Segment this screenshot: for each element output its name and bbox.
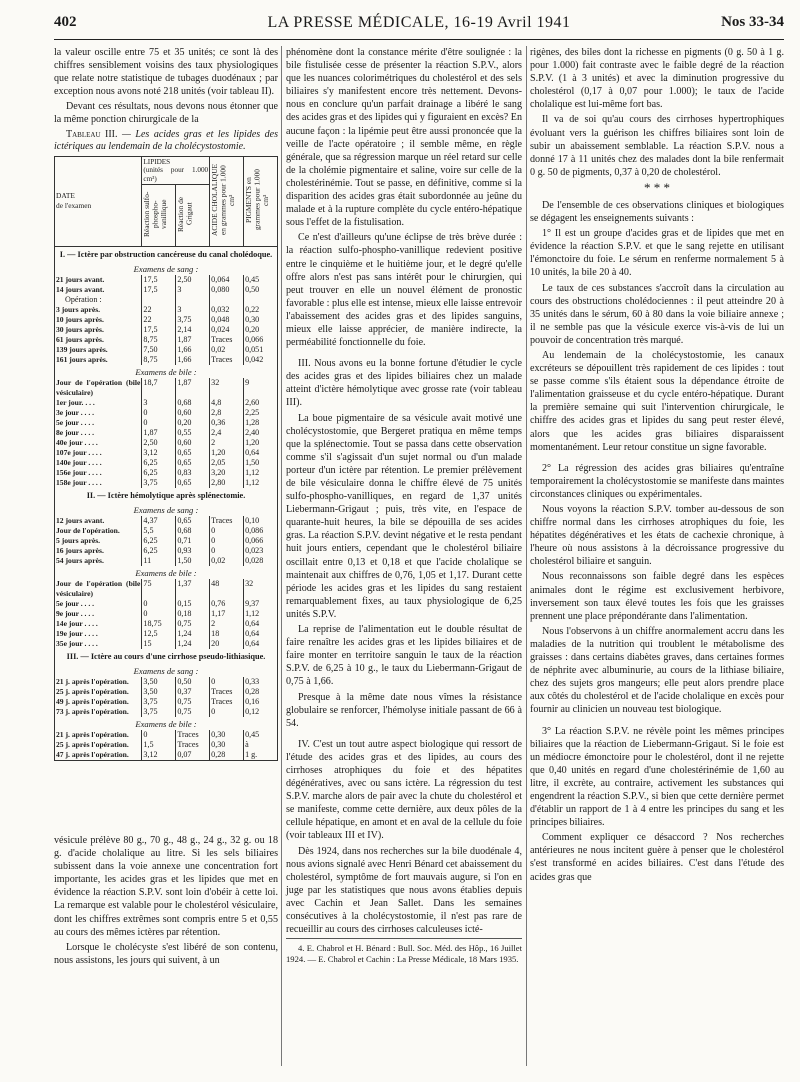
table-cell-value: 0,65: [176, 516, 210, 526]
table-cell-value: Traces: [210, 335, 244, 345]
table-row: [55, 516, 278, 526]
table-cell-value: Traces: [210, 355, 244, 365]
table-cell-date: 25 j. après l'opération.: [55, 740, 142, 750]
table-row: [55, 750, 278, 761]
table-cell-value: 0,75: [176, 707, 210, 717]
paragraph: Presque à la même date nous vîmes la résistance globulaire se renforcer, l'hémolyse initiale passant de 66 à 54.: [286, 691, 522, 729]
table-cell-value: 18,75: [142, 619, 176, 629]
table-cell-value: 0,28: [210, 750, 244, 761]
table-cell-date: 9e jour . . . .: [55, 609, 142, 619]
table-row: [55, 275, 278, 285]
table-cell-value: Traces: [176, 740, 210, 750]
table-cell-value: 0,12: [245, 707, 260, 717]
header-pigments: PIGMENTS en grammes pour 1.000 cm³: [244, 156, 278, 247]
table-row: [55, 639, 278, 649]
table-cell-value: 32: [245, 579, 254, 589]
paragraph: Dès 1924, dans nos recherches sur la bile duodénale 4, nous avions signalé avec Henri Bénard cet abaissement du cholestérol, symptôme de fort mauvais augure, si l'on en juge par les statistiques que nous avons établies depuis avec Cachin et Jean Sallet. Dans les semaines consécutives à la cholécystostomie, il n'est pas rare de recueillir au cours des cirrhoses calculeuses icté-: [286, 845, 523, 936]
table-cell-value: 3: [142, 398, 176, 408]
table-row: [55, 677, 278, 687]
paragraph: La boue pigmentaire de sa vésicule avait motivé une cholécystostomie, que Bergeret pratiqua en même temps que la splénectomie. Tout se passa dans cette observation comme s'il s'agissait d'un sujet normal ou d'un malade porteur d'un ictère par rétention. Le premier prélèvement de bile vésiculaire donna le chiffre élevé de 75 unités sulfo-phospho-vanilliques, en regard de 1,37 unités Liebermann-Grigaut ; puis, très vite, en l'espace de quarante-huit heures, la bile se dépouilla de ses acides gras. La réaction S.P.V. devint négative et le resta pendant huit jours entiers, cependant que le cholestérol biliaire oscillait entre 0,13 et 0,18 et que l'acide cholalique se maintenait aux chiffres de 0,76, 1,05 et 1,17. Durant cette période les acides gras et les lipides du sang restaient remarquablement fixes, au taux physiologique de 6,25 unités S.P.V.: [286, 412, 522, 620]
table-cell-value: 1,87: [142, 428, 176, 438]
table-cell-value: 0,45: [245, 730, 260, 740]
table-caption: [54, 129, 278, 154]
table-section-3: III. — Ictère au cours d'une cirrhose pseudo-lithiasique.: [66, 652, 266, 662]
table-cell-value: 0,028: [245, 556, 264, 566]
table-row: [55, 687, 278, 697]
table-row: [55, 458, 278, 468]
paragraph: Le taux de ces substances s'accroît dans la circulation au cours des obstructions cholédociennes : il peut atteindre 20 à 35 unités dans le sérum, 60 à 80 dans la voie biliaire annexe ; il ne semble pas que la vésicule exerce vis-à-vis de lui un pouvoir de concentration très marqué.: [530, 282, 784, 346]
paragraph: la valeur oscille entre 75 et 35 unités; ce sont là des chiffres sensiblement voisins des taux physiologiques que relate notre statistique de tubages duodénaux ; par exception nous avons noté 218 unités (voir tableau II).: [54, 47, 278, 98]
table-cell-date: 47 j. après l'opération.: [55, 750, 142, 761]
table-row: [55, 629, 278, 639]
paragraph: vésicule prélève 80 g., 70 g., 48 g., 24 g., 32 g. ou 18 g. d'acide cholalique au litre. Si les sels biliaires subissent dans la voie annexe une concentration fort importante, les acides gras et les lipides que met en évidence la réaction S.P.V. sont loin d'obéir à cette loi. La remarque est valable pour le cholestérol vésiculaire, dont les chiffres extrêmes sont compris entre 5 et 0,55 au cours des mêmes ictères par rétention.: [54, 835, 278, 938]
table-row: [55, 609, 278, 619]
table-cell-value: 17,5: [142, 275, 176, 285]
table-cell-value: 0,30: [210, 730, 244, 740]
table-cell-value: 0,080: [210, 285, 244, 295]
table-row: [55, 398, 278, 408]
table-cell-value: 17,5: [142, 325, 176, 335]
table-row: [55, 619, 278, 629]
table-cell-value: 7,50: [142, 345, 176, 355]
table-cell-value: 6,25: [142, 458, 176, 468]
table-cell-value: 6,25: [142, 468, 176, 478]
table-cell-value: 11: [142, 556, 176, 566]
table-cell-value: 0: [142, 408, 176, 418]
header-date: DATE de l'examen: [55, 156, 142, 247]
table-cell-value: 1,12: [245, 468, 260, 478]
table-subhead: Examens de bile :: [135, 568, 197, 579]
table-cell-value: à: [245, 740, 249, 750]
table-iii: [54, 156, 278, 762]
s3-bile: [55, 730, 278, 761]
column-rule-2: [526, 46, 527, 1066]
paragraph: phénomène dont la constance mérite d'être soulignée : la bile fistulisée cesse de présenter la réaction S.P.V., alors que les nuances colorimétriques du cholestérol et des sels biliaires s'y manifestent encore très nettement. Devons-nous en conclure qu'un parfait drainage a libéré le sang des acides gras et des lipides qui y figuraient en excès? En aucune façon : la lipémie peut être aussi prononcée que la veille de l'acte opératoire ; il semble même, en règle générale, que sa régression marque un réel retard sur celle de la cholémie pigmentaire et saline, voire sur celle de la cholestérinémie. Tout se passe, en définitive, comme si la disparition des acides gras était subordonnée au jeûne du malade et à la rupture complète du cycle entéro-hépatique sous l'effet de la fistulisation.: [286, 47, 522, 229]
table-cell-value: 1,5: [142, 740, 176, 750]
table-cell-date: 25 j. après l'opération.: [55, 687, 142, 697]
table-cell-date: Jour de l'opération (bile vésiculaire): [56, 579, 141, 599]
paragraph: De l'ensemble de ces observations cliniques et biologiques se dégagent les enseignements suivants :: [530, 199, 784, 225]
s1-sang-b: [55, 305, 278, 365]
table-cell-value: 0,45: [245, 275, 260, 285]
table-row: [55, 285, 278, 295]
table-cell-date: 73 j. après l'opération.: [55, 707, 142, 717]
table-subhead: Examens de sang :: [133, 505, 199, 516]
table-cell-date: 54 jours après.: [55, 556, 142, 566]
table-cell-value: 1,20: [210, 448, 244, 458]
table-cell-value: Traces: [210, 516, 244, 526]
table-cell-date: 49 j. après l'opération.: [55, 697, 142, 707]
table-cell-date: Jour de l'opération (bile vésiculaire): [56, 378, 141, 398]
table-row: [55, 315, 278, 325]
table-cell-date: 1er jour. . . .: [55, 398, 142, 408]
table-cell-value: 1,87: [176, 378, 210, 398]
table-cell-value: 3,75: [142, 697, 176, 707]
table-cell-date: 158e jour . . . .: [55, 478, 142, 488]
table-cell-value: 0,65: [176, 448, 210, 458]
paragraph: Devant ces résultats, nous devons nous étonner que la même ponction chirurgicale de la: [54, 101, 278, 126]
paragraph: Ce n'est d'ailleurs qu'une éclipse de très brève durée : la réaction sulfo-phospho-vanillique redevient positive entre le cinquième et le huitième jour, et le degré qu'elle offre alors n'est pas sans intérêt pour le chirurgien, qui peut trouver en elle un nouvel élément de pronostic favorable : plus elle est intense, mieux elle laisse entrevoir l'abaissement des acides gras et des lipides sanguins, mieux elle laisse apprécier, de manière indirecte, la perméabilité fonctionnelle du foie.: [286, 232, 523, 349]
table-cell-value: 1,24: [176, 629, 210, 639]
table-cell-date: 40e jour . . . .: [55, 438, 142, 448]
table-cell-value: 0,60: [176, 438, 210, 448]
table-cell-value: 0: [210, 536, 244, 546]
table-cell-date: 139 jours après.: [55, 345, 142, 355]
s1-bile: [55, 378, 278, 488]
table-cell-value: 3,75: [176, 315, 210, 325]
column-1-continued: [54, 834, 278, 969]
table-cell-value: 22: [142, 305, 176, 315]
column-rule-1: [281, 46, 282, 1066]
table-cell-value: 0,64: [245, 619, 260, 629]
table-cell-date: 30 jours après.: [55, 325, 142, 335]
table-cell-date: 35e jour . . . .: [55, 639, 142, 649]
section-stars: * * *: [644, 179, 670, 195]
table-cell-value: 0,02: [210, 345, 244, 355]
table-cell-date: 140e jour . . . .: [55, 458, 142, 468]
table-row: [55, 335, 278, 345]
table-cell-value: 9,37: [245, 599, 260, 609]
table-cell-value: 1,12: [245, 609, 260, 619]
paragraph: La reprise de l'alimentation eut le double résultat de faire renaître les acides gras et les lipides biliaires et de faire monter en territoire sanguin le taux de la réaction S.P.V. de 6,25 à 10 g., le taux du Liebermann-Grigaut de 0,75 à 1,66.: [286, 624, 522, 688]
table-cell-value: 1,66: [176, 355, 210, 365]
table-row: [55, 730, 278, 740]
table-cell-date: 5e jour . . . .: [55, 418, 142, 428]
table-cell-value: 0,16: [245, 697, 260, 707]
table-cell-value: 0,68: [176, 526, 210, 536]
table-cell-value: 6,25: [142, 546, 176, 556]
table-cell-value: 0,18: [176, 609, 210, 619]
table-cell-value: 1,17: [210, 609, 244, 619]
table-cell-value: 1,20: [245, 438, 260, 448]
table-cell-value: 4,37: [142, 516, 176, 526]
table-cell-value: 0,22: [245, 305, 260, 315]
table-cell-value: 2,80: [210, 478, 244, 488]
table-row: [55, 355, 278, 365]
table-cell-date: 5 jours après.: [55, 536, 142, 546]
table-cell-date: 21 j. après l'opération.: [55, 677, 142, 687]
paragraph: Nous voyons la réaction S.P.V. tomber au-dessous de son chiffre normal dans les cirrhoses atrophiques du foie, les hépatites dégénératives et les états de cachexie chronique, à l'heure où nous assistons à la décroissance progressive du cholestérol biliaire et sanguin.: [530, 504, 784, 568]
table-subhead: Examens de bile :: [135, 367, 197, 378]
table-cell-value: 32: [210, 378, 244, 398]
table-cell-value: 0,76: [210, 599, 244, 609]
table-cell-value: 0: [210, 526, 244, 536]
table-cell-value: 0,75: [176, 697, 210, 707]
table-cell-value: 0,051: [245, 345, 264, 355]
table-cell-value: 1,50: [176, 556, 210, 566]
table-cell-value: 3,50: [142, 677, 176, 687]
table-row: [55, 305, 278, 315]
s1-sang-a: [55, 275, 278, 295]
table-row: [55, 438, 278, 448]
table-cell-value: 0,37: [176, 687, 210, 697]
table-row: [55, 418, 278, 428]
paragraph: 3° La réaction S.P.V. ne révèle point les mêmes principes biliaires que la réaction de Liebermann-Grigaut. Si le foie est un médiocre émonctoire pour le cholestérol, dont il ne rejette que 0,40 unités en regard d'une cholestérinémie de 1,60 au litre, il excrète, au contraire, activement les substances qui engendrent la réaction S.P.V., si bien que cette dernière permet d'établir un rapport de 1 à 4 entre les principes du sang et les principes biliaires.: [530, 725, 784, 829]
table-cell-value: 17,5: [142, 285, 176, 295]
table-row: [55, 546, 278, 556]
table-cell-value: 3,12: [142, 750, 176, 761]
table-cell-value: 2,40: [245, 428, 260, 438]
s3-sang: [55, 677, 278, 717]
table-cell-value: 0,36: [210, 418, 244, 428]
column-2: [286, 46, 522, 967]
table-row: [55, 599, 278, 609]
table-caption-label: Tableau III.: [66, 128, 118, 140]
paragraph: Nous l'observons à un chiffre anormalement accru dans les maladies de la nutrition qui troublent le métabolisme des graisses : dans certains diabètes graves, dans certaines formes de néphrite avec albuminurie, au cours de la lithiase biliaire, chez des sujets gros mangeurs; elle peut alors prendre place aux côtés du cholestérol et de l'acide cholalique en excès pour fournir au clinicien un nouveau test biologique.: [530, 625, 784, 716]
page-header: [54, 14, 784, 40]
table-cell-value: 1,37: [176, 579, 210, 599]
table-cell-value: 2,25: [245, 408, 260, 418]
table-cell-value: 2,8: [210, 408, 244, 418]
table-cell-date: 107e jour . . . .: [55, 448, 142, 458]
table-cell-value: 1,87: [176, 335, 210, 345]
table-cell-value: 0,20: [245, 325, 260, 335]
table-cell-value: 22: [142, 315, 176, 325]
table-cell-value: 0,50: [245, 285, 260, 295]
table-cell-value: 0: [210, 677, 244, 687]
table-cell-date: 14e jour . . . .: [55, 619, 142, 629]
table-cell-date: 161 jours après.: [55, 355, 142, 365]
page-number: 402: [54, 14, 77, 30]
paragraph: IV. C'est un tout autre aspect biologique qui ressort de l'étude des acides gras et des lipides, au cours des cirrhoses atrophiques du foie et des hépatites dégénératives, avec ou sans ictère. La régression du test S.P.V. marche alors de pair avec la chute du cholestérol et se manifeste, comme cette dernière, aux deux pôles de la cellule hépatique, en amont et en aval de la cellule du foie (voir tableaux III et IV).: [286, 738, 522, 842]
table-cell-value: 2: [210, 619, 244, 629]
table-cell-value: 0,60: [176, 408, 210, 418]
table-row: [55, 526, 278, 536]
table-section-2: II. — Ictère hémolytique après splénectomie.: [86, 491, 246, 501]
table-cell-value: 8,75: [142, 355, 176, 365]
table-cell-value: 0,83: [176, 468, 210, 478]
table-cell-date: 8e jour . . . .: [55, 428, 142, 438]
footnote: 4. E. Chabrol et H. Bénard : Bull. Soc. Méd. des Hôp., 16 Juillet 1924. — E. Chabrol et Cachin : La Presse Médicale, 18 Mars 1935.: [286, 938, 522, 965]
table-cell-date: 12 jours avant.: [55, 516, 142, 526]
table-cell-value: 0,65: [176, 458, 210, 468]
table-cell-value: 9: [245, 378, 250, 388]
paragraph: Nous reconnaissons son faible degré dans les espèces animales dont le régime est exclusivement herbivore, inversement son taux élevé toutes les fois que les graisses prennent une place prépondérante dans l'alimentation.: [530, 571, 784, 622]
header-lipides: LIPIDES (unités pour 1.000 cm³): [143, 157, 209, 183]
table-cell-value: 0,024: [210, 325, 244, 335]
table-cell-value: 2: [210, 438, 244, 448]
table-cell-value: 12,5: [142, 629, 176, 639]
paragraph: Lorsque le cholécyste s'est libéré de son contenu, nous assistons, les jours qui suivent, à un: [54, 941, 278, 966]
table-cell-value: 0,93: [176, 546, 210, 556]
table-cell-value: 0,64: [245, 448, 260, 458]
table-subhead: Examens de sang :: [133, 666, 199, 677]
table-cell-value: 75: [142, 579, 176, 599]
table-row: [55, 740, 278, 750]
table-cell-value: 0: [142, 609, 176, 619]
table-cell-value: 0: [142, 730, 176, 740]
table-cell-value: 0,15: [176, 599, 210, 609]
table-cell-value: 2,05: [210, 458, 244, 468]
table-cell-value: 5,5: [142, 526, 176, 536]
table-cell-value: 0,023: [245, 546, 264, 556]
table-subhead: Examens de sang :: [133, 264, 199, 275]
table-cell-value: 0,28: [245, 687, 260, 697]
table-cell-value: 0,68: [176, 398, 210, 408]
table-cell-value: 0,30: [245, 315, 260, 325]
table-cell-value: 2,4: [210, 428, 244, 438]
table-cell-date: 5e jour . . . .: [55, 599, 142, 609]
table-cell-value: 2,50: [176, 275, 210, 285]
table-cell-value: 0,048: [210, 315, 244, 325]
header-grigaut: Réaction de Grigaut: [176, 185, 210, 247]
table-row: [55, 697, 278, 707]
table-cell-value: 3,75: [142, 478, 176, 488]
table-cell-value: 0,02: [210, 556, 244, 566]
paragraph: Il va de soi qu'au cours des cirrhoses hypertrophiques évoluant vers la guérison les chiffres biliaires sont loin de subir un abaissement semblable. La réaction S.P.V. nous a donné 17 à 11 unités chez des malades dont la bile renfermait 0 g. 50 de pigments, 0,37 à 0,20 de cholestérol.: [530, 114, 784, 178]
table-section-1: I. — Ictère par obstruction cancéreuse du canal cholédoque.: [59, 250, 273, 260]
table-cell-value: 18,7: [142, 378, 176, 398]
table-cell-value: 1,50: [245, 458, 260, 468]
table-cell-date: 19e jour . . . .: [55, 629, 142, 639]
table-cell-value: 0,064: [210, 275, 244, 285]
table-cell-value: 0: [210, 546, 244, 556]
table-cell-date: Jour de l'opération.: [55, 526, 142, 536]
table-cell-value: 18: [210, 629, 244, 639]
paragraph: 2° La régression des acides gras biliaires qu'entraîne temporairement la cholécystostomie se manifeste dans maintes circonstances cliniques ou expérimentales.: [530, 462, 784, 500]
table-row: [55, 345, 278, 355]
table-cell-date: 14 jours avant.: [55, 285, 142, 295]
table-cell-value: 3: [176, 285, 210, 295]
s2-bile: [55, 579, 278, 649]
table-cell-value: 2,50: [142, 438, 176, 448]
table-cell-value: 0,50: [176, 677, 210, 687]
table-cell-value: 48: [210, 579, 244, 599]
table-row: [55, 707, 278, 717]
table-row: [55, 556, 278, 566]
table-cell-value: Traces: [210, 697, 244, 707]
table-cell-value: 0,032: [210, 305, 244, 315]
table-row: [55, 428, 278, 438]
table-cell-value: 3,12: [142, 448, 176, 458]
table-cell-value: 1,28: [245, 418, 260, 428]
table-cell-value: 0,64: [245, 629, 260, 639]
table-subhead: Opération :: [55, 295, 142, 305]
paragraph: Comment expliquer ce désaccord ? Nos recherches antérieures ne nous incitent guère à penser que le cholestérol s'est transformé en acides biliaires. C'est dans l'étude des acides gras que: [530, 832, 784, 883]
table-cell-value: 8,75: [142, 335, 176, 345]
table-cell-value: 0: [142, 418, 176, 428]
table-cell-date: 21 jours avant.: [55, 275, 142, 285]
table-cell-value: 20: [210, 639, 244, 649]
table-cell-value: 0,30: [210, 740, 244, 750]
table-cell-value: 0,10: [245, 516, 260, 526]
table-cell-date: 3 jours après.: [55, 305, 142, 315]
table-cell-value: 1,66: [176, 345, 210, 355]
column-3: [530, 46, 784, 886]
table-cell-date: 156e jour . . . .: [55, 468, 142, 478]
table-cell-value: Traces: [176, 730, 210, 740]
table-cell-value: 2,14: [176, 325, 210, 335]
paragraph: III. Nous avons eu la bonne fortune d'étudier le cycle des acides gras et des lipides biliaires chez un malade atteint d'ictère hémolytique avec grosse rate (voir tableau III).: [286, 358, 522, 409]
table-cell-value: 0,086: [245, 526, 264, 536]
table-cell-value: 15: [142, 639, 176, 649]
table-subhead: Examens de bile :: [135, 719, 197, 730]
table-row: [55, 468, 278, 478]
table-cell-value: 0,71: [176, 536, 210, 546]
table-cell-value: 2,60: [245, 398, 260, 408]
table-cell-value: 0,64: [245, 639, 260, 649]
table-cell-value: 6,25: [142, 536, 176, 546]
table-cell-date: 10 jours après.: [55, 315, 142, 325]
table-cell-value: 0,65: [176, 478, 210, 488]
table-row: [55, 408, 278, 418]
table-cell-value: 3,20: [210, 468, 244, 478]
header-acide-cholalique: ACIDE CHOLALIQUE en grammes pour 1.000 cm³: [210, 156, 244, 247]
paragraph: 1° Il est un groupe d'acides gras et de lipides que met en évidence la réaction S.P.V. et que le sang rejette en utilisant l'émonctoire du foie. Le sérum en renferme normalement 5 à 10 unités, la bile 20 à 40.: [530, 228, 784, 279]
table-cell-date: 21 j. après l'opération.: [55, 730, 142, 740]
table-cell-value: 1,12: [245, 478, 260, 488]
table-cell-value: 0,042: [245, 355, 264, 365]
table-cell-value: 3: [176, 305, 210, 315]
table-cell-value: 0,75: [176, 619, 210, 629]
table-row: [55, 378, 278, 398]
journal-title: LA PRESSE MÉDICALE, 16-19 Avril 1941: [267, 14, 571, 31]
table-cell-value: 0,066: [245, 335, 264, 345]
table-caption-text: — Les acides gras et les lipides des ictériques au lendemain de la cholécystostomie.: [54, 128, 278, 153]
table-cell-value: 3,50: [142, 687, 176, 697]
table-cell-value: 0: [210, 707, 244, 717]
paragraph: Au lendemain de la cholécystostomie, les canaux excréteurs se dépouillent très rapidement de ces lipides : tout se passe comme s'ils étaient sous la dépendance étroite de l'alimentation graisseuse et du cycle entéro-hépatique. Durant la première semaine qui suit l'intervention chirurgicale, le chiffre des acides gras et lipides du sang peut rester élevé, alors que les acides gras biliaires disparaissent momentanément. Leur retour constitue un signe favorable.: [530, 349, 784, 453]
table-cell-value: 1 g.: [245, 750, 258, 760]
issue-number: Nos 33-34: [721, 14, 784, 30]
table-cell-value: 4,8: [210, 398, 244, 408]
table-cell-value: 0: [142, 599, 176, 609]
table-row: [55, 448, 278, 458]
table-row: [55, 536, 278, 546]
table-cell-value: Traces: [210, 687, 244, 697]
table-row: [55, 478, 278, 488]
table-cell-value: 3,75: [142, 707, 176, 717]
table-cell-value: 1,24: [176, 639, 210, 649]
header-sulfo: Réaction sulfo-phospho-vanillique: [142, 185, 176, 247]
table-row: [55, 325, 278, 335]
table-cell-value: 0,066: [245, 536, 264, 546]
table-cell-value: 0,20: [176, 418, 210, 428]
table-body: [55, 247, 278, 276]
column-1: [54, 46, 278, 761]
s2-sang: [55, 516, 278, 566]
table-row: [55, 579, 278, 599]
table-cell-value: 0,55: [176, 428, 210, 438]
paragraph: rigènes, des biles dont la richesse en pigments (0 g. 50 à 1 g. pour 1.000) fait contraste avec le faible degré de la réaction S.P.V. (1 à 3 unités) et avec la diminution progressive du cholestérol (0,17 à 0,07 pour 1.000); le taux de l'acide cholalique est lui-même fort bas.: [530, 47, 784, 111]
table-cell-date: 61 jours après.: [55, 335, 142, 345]
table-cell-date: 16 jours après.: [55, 546, 142, 556]
table-cell-value: 0,07: [176, 750, 210, 761]
table-cell-value: 0,33: [245, 677, 260, 687]
table-cell-date: 3e jour . . . .: [55, 408, 142, 418]
